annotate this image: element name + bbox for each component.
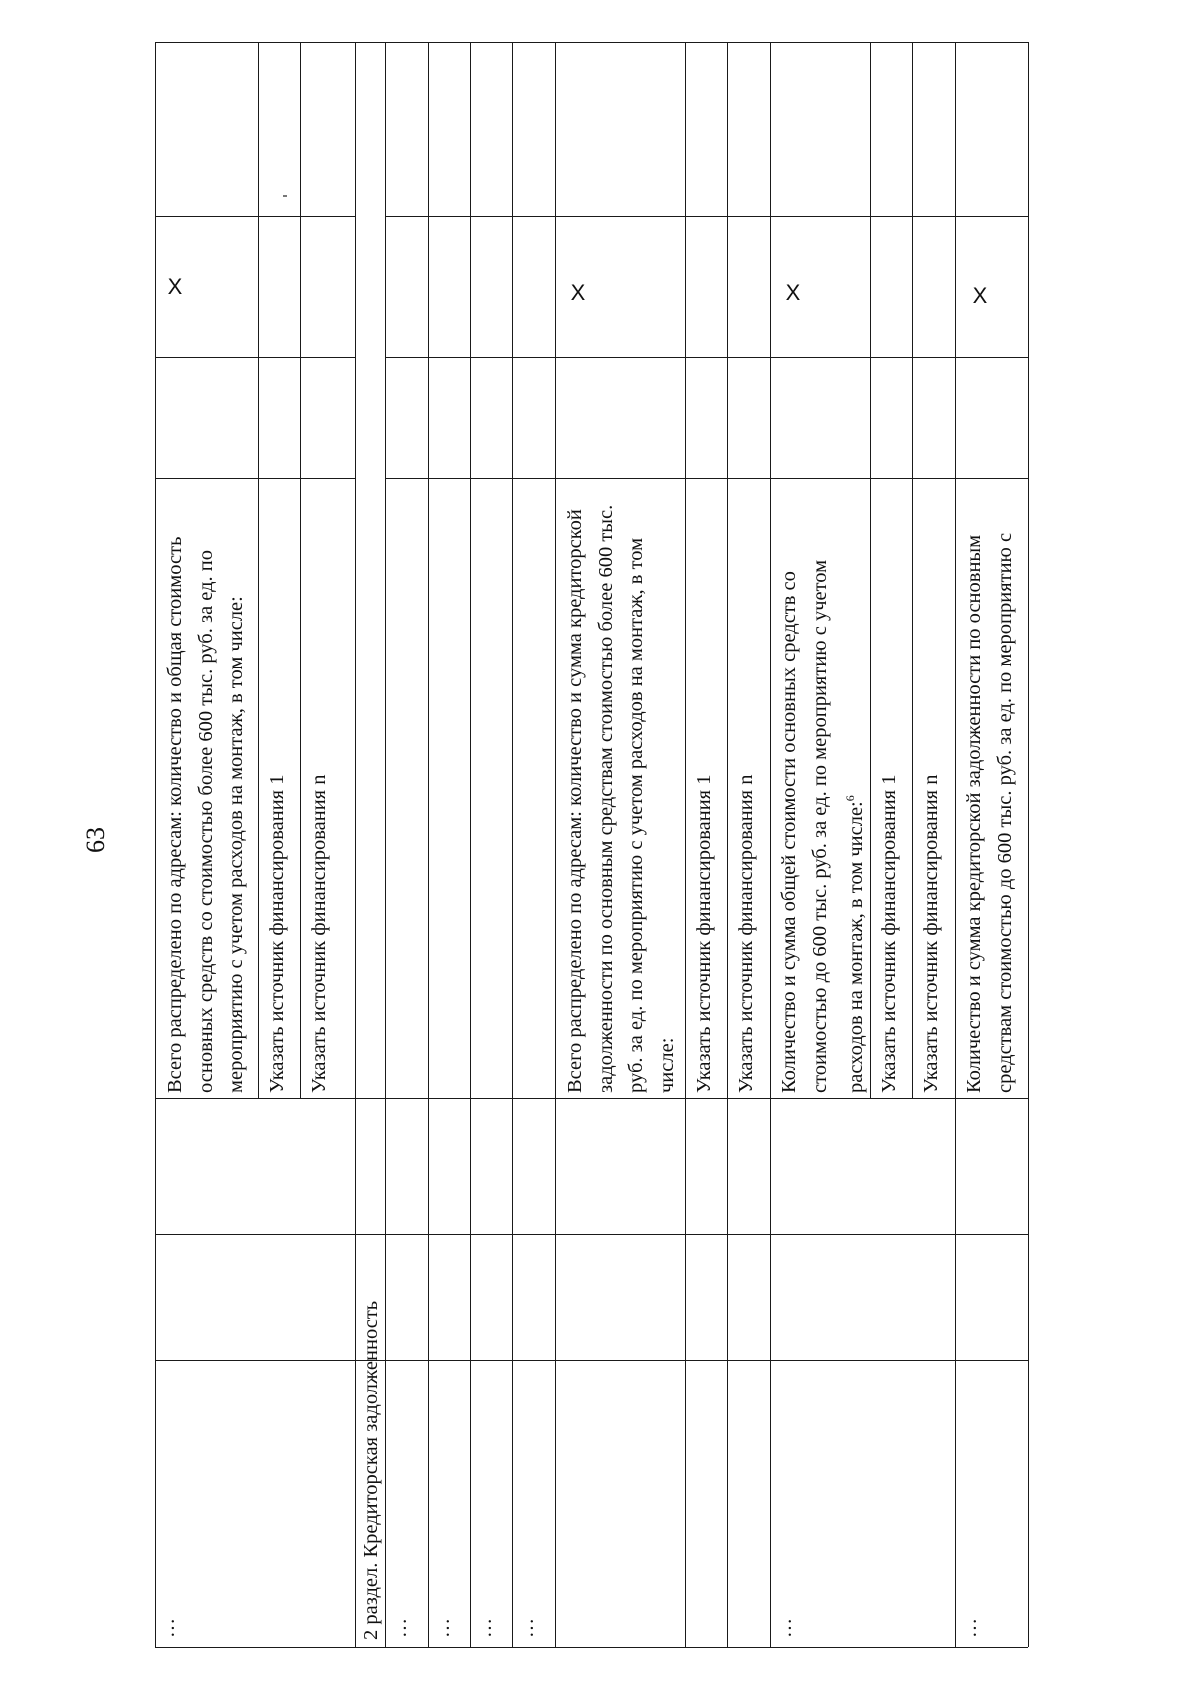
- sub-row-line: [300, 42, 301, 1098]
- under-600-text: Количество и сумма общей стоимости основных средств со стоимостью до 600 тыс. руб. за ед. по мероприятию с учетом расходов на монтаж, в том числе:: [778, 559, 867, 1093]
- footnote-6: 6: [843, 795, 857, 802]
- col-line: [155, 1234, 1028, 1235]
- col-line: [155, 357, 355, 358]
- col-line: [385, 216, 1028, 217]
- row-source-1b: Указать источник финансирования 1: [878, 774, 900, 1093]
- row-line: [555, 42, 556, 1647]
- x-mark: X: [570, 280, 586, 305]
- row-total-over-600: Всего распределено по адресам: количество и сумма кредиторской задолженности по основным средствам стоимостью более 600 тыс. руб. за ед. по мероприятию с учетом расходов на монтаж, в том числе:: [564, 504, 678, 1093]
- table-border-right: [1028, 42, 1029, 1647]
- sub-row-line: [258, 42, 259, 1098]
- row-ellipsis: …: [432, 1617, 454, 1638]
- row-line: [428, 42, 429, 1647]
- row-creditor-under-600: Количество и сумма кредиторской задолженности по основным средствам стоимостью до 600 тыс. руб. за ед. по мероприятию с: [963, 532, 1016, 1093]
- row-source-n: Указать источник финансирования n: [735, 774, 757, 1093]
- scan-speck: [283, 195, 287, 197]
- top-source-n: Указать источник финансирования n: [308, 774, 330, 1093]
- col-line: [155, 1360, 1028, 1361]
- table-border-top: [155, 42, 1028, 43]
- row-line: [727, 42, 728, 1647]
- row-source-1: Указать источник финансирования 1: [693, 774, 715, 1093]
- row-ellipsis: …: [157, 1617, 179, 1638]
- x-mark: X: [972, 283, 988, 308]
- sub-row-line: [912, 42, 913, 1098]
- row-line: [770, 42, 771, 1647]
- section-title: 2 раздел. Кредиторская задолженность: [360, 1300, 382, 1640]
- row-source-nb: Указать источник финансирования n: [920, 774, 942, 1093]
- row-line: [470, 42, 471, 1647]
- row-ellipsis: …: [774, 1617, 796, 1638]
- top-header-cell: Всего распределено по адресам: количество и общая стоимость основных средств со стоимостью более 600 тыс. руб. за ед. по мероприятию с учетом расходов на монтаж, в том числе:: [164, 536, 247, 1093]
- row-under-600-count: [774, 481, 871, 1093]
- row-ellipsis: …: [474, 1617, 496, 1638]
- row-line: [955, 42, 956, 1647]
- col-line: [385, 478, 1028, 479]
- col-line: [155, 1098, 1028, 1099]
- row-ellipsis: …: [516, 1617, 538, 1638]
- x-mark: X: [785, 280, 801, 305]
- x-mark: X: [167, 274, 183, 299]
- row-line: [685, 42, 686, 1647]
- col-line: [385, 357, 1028, 358]
- table-border-left: [155, 42, 156, 1647]
- page-number: 63: [81, 827, 110, 853]
- col-line: [155, 216, 355, 217]
- row-ellipsis: …: [959, 1617, 981, 1638]
- row-line: [512, 42, 513, 1647]
- col-line: [155, 478, 355, 479]
- row-ellipsis: …: [389, 1617, 411, 1638]
- top-source-1: Указать источник финансирования 1: [266, 774, 288, 1093]
- table-border-bottom: [155, 1647, 1028, 1648]
